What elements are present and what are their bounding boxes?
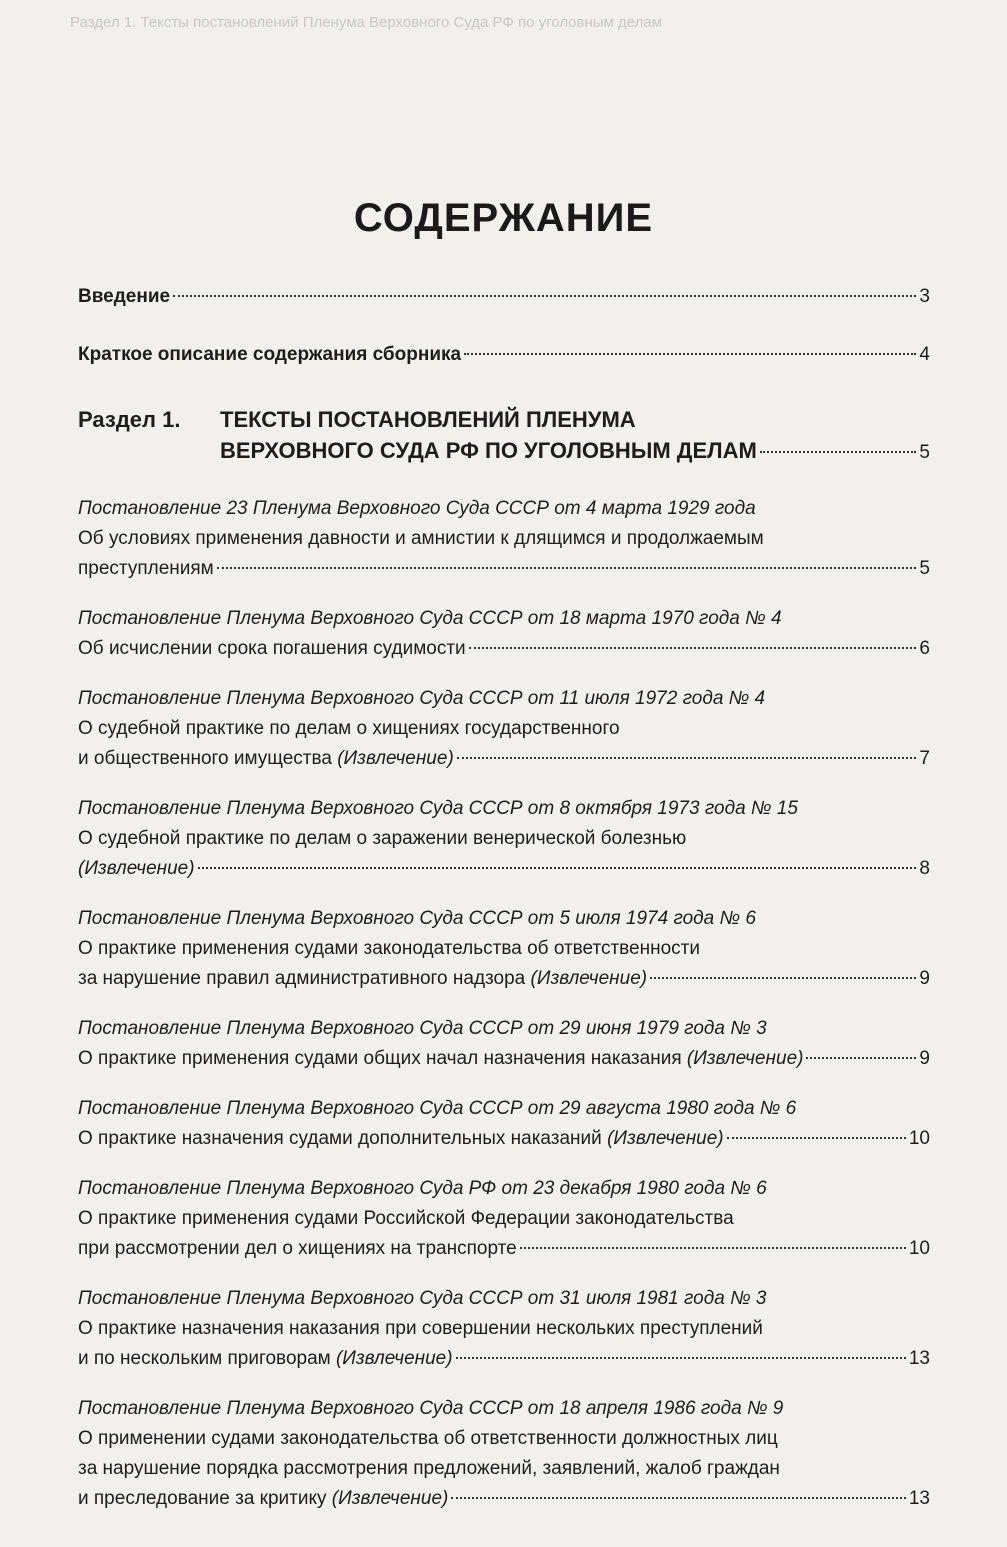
decree-subject-last-line [78,554,214,584]
dot-leader [464,353,916,355]
section-title-line: ВЕРХОВНОГО СУДА РФ ПО УГОЛОВНЫМ ДЕЛАМ [220,438,757,463]
toc-page-number: 9 [919,968,930,989]
toc-page-number: 5 [919,558,930,579]
excerpt-note: (Извлечение) [607,1128,724,1149]
toc-page-number: 5 [919,442,930,463]
decree-subject-text: и преследование за критику [78,1488,332,1509]
toc-page-number: 13 [908,1488,930,1509]
decree-subject-text: преступлениям [78,558,214,579]
toc-entry [78,904,930,994]
toc-page-number: 10 [908,1238,930,1259]
toc-entry-row [78,634,930,664]
excerpt-note: (Извлечение) [530,968,648,989]
toc-entry-row [78,1234,930,1264]
dot-leader [457,757,917,759]
toc-entry-row [78,1344,930,1374]
decree-subject-line: О применении судами законодательства об ответственности должностных лиц [78,1428,778,1449]
dot-leader [451,1497,906,1499]
toc-entry [78,684,930,774]
toc-entry-row [78,1124,930,1154]
decree-title: Постановление Пленума Верховного Суда СССР от 29 августа 1980 года № 6 [78,1098,797,1119]
decree-subject-line: Об условиях применения давности и амнистии к длящимся и продолжаемым [78,528,764,549]
decree-subject-text: при рассмотрении дел о хищениях на транспорте [78,1238,517,1259]
decree-subject-line: О судебной практике по делам о заражении венерической болезнью [78,828,687,849]
toc-page-number: 10 [908,1128,930,1149]
decree-subject-text: О практике применения судами общих начал назначения наказания [78,1048,687,1069]
excerpt-note: (Извлечение) [78,858,195,879]
decree-subject-last-line [78,964,647,994]
decree-subject-text: и общественного имущества [78,748,338,769]
toc-entry [78,1394,930,1514]
toc-entry-label: Краткое описание содержания сборника [78,344,462,365]
decree-title: Постановление Пленума Верховного Суда СССР от 11 июля 1972 года № 4 [78,688,766,709]
toc-page-number: 6 [919,638,930,659]
toc-entries [78,494,930,1514]
decree-subject-text: и по нескольким приговорам [78,1348,336,1369]
decree-subject-line: О практике назначения наказания при совершении нескольких преступлений [78,1318,763,1339]
toc-entry-label: Введение [78,286,171,307]
toc-entry [78,494,930,584]
dot-leader [520,1247,906,1249]
toc-entry-intro [78,282,930,312]
toc-entry [78,1014,930,1074]
toc-page-number: 13 [908,1348,930,1369]
decree-subject-text: за нарушение правил административного надзора [78,968,531,989]
toc-entry [78,1174,930,1264]
decree-title: Постановление Пленума Верховного Суда СССР от 31 июля 1981 года № 3 [78,1288,767,1309]
toc-page-number: 3 [919,286,930,307]
decree-subject-line: О судебной практике по делам о хищениях государственного [78,718,620,739]
toc-entry-row [78,964,930,994]
decree-subject-text: О практике назначения судами дополнительных наказаний [78,1128,608,1149]
toc-entry [78,604,930,664]
dot-leader [217,567,917,569]
decree-title: Постановление Пленума Верховного Суда СССР от 29 июня 1979 года № 3 [78,1018,767,1039]
decree-subject-last-line [78,1344,453,1374]
decree-subject-last-line [78,634,466,664]
toc-entry [78,794,930,884]
decree-subject-line: О практике применения судами Российской Федерации законодательства [78,1208,734,1229]
decree-subject-line: за нарушение порядка рассмотрения предложений, заявлений, жалоб граждан [78,1458,780,1479]
decree-title: Постановление Пленума Верховного Суда СССР от 18 апреля 1986 года № 9 [78,1398,784,1419]
toc-page-number: 4 [919,344,930,365]
toc-page-number: 9 [919,1048,930,1069]
section-title-row [220,435,930,468]
toc-entry [78,1094,930,1154]
decree-title: Постановление Пленума Верховного Суда СССР от 5 июля 1974 года № 6 [78,908,756,929]
toc-entry [78,1284,930,1374]
running-head: Раздел 1. Тексты постановлений Пленума Верховного Суда РФ по уголовным делам [70,14,663,31]
excerpt-note: (Извлечение) [337,748,454,769]
decree-title: Постановление Пленума Верховного Суда СССР от 8 октября 1973 года № 15 [78,798,798,819]
section-title-line: ТЕКСТЫ ПОСТАНОВЛЕНИЙ ПЛЕНУМА [220,407,636,432]
toc-entry-row [78,554,930,584]
dot-leader [650,977,916,979]
toc-entry-row [78,1484,930,1514]
dot-leader [456,1357,906,1359]
page-title: СОДЕРЖАНИЕ [353,196,654,240]
decree-subject-last-line [78,744,454,774]
excerpt-note: (Извлечение) [331,1488,449,1509]
table-of-contents [78,282,930,1514]
decree-title: Постановление Пленума Верховного Суда СССР от 18 марта 1970 года № 4 [78,608,782,629]
decree-subject-text: Об исчислении срока погашения судимости [78,638,466,659]
decree-subject-last-line [78,854,195,884]
dot-leader [198,867,917,869]
decree-subject-last-line [78,1234,517,1264]
excerpt-note: (Извлечение) [335,1348,453,1369]
section-label: Раздел 1. [78,407,181,432]
toc-entry-row [78,744,930,774]
dot-leader [806,1057,916,1059]
dot-leader [469,647,917,649]
decree-title: Постановление Пленума Верховного Суда РФ от 23 декабря 1980 года № 6 [78,1178,767,1199]
section-heading [78,404,930,468]
dot-leader [727,1137,906,1139]
decree-subject-last-line [78,1484,448,1514]
toc-entry-summary [78,340,930,370]
decree-subject-line: О практике применения судами законодательства об ответственности [78,938,700,959]
decree-title: Постановление 23 Пленума Верховного Суда СССР от 4 марта 1929 года [78,498,756,519]
decree-subject-last-line [78,1044,803,1074]
toc-page-number: 7 [919,748,930,769]
toc-page-number: 8 [919,858,930,879]
toc-entry-row [78,854,930,884]
dot-leader [173,295,916,297]
toc-entry-row [78,1044,930,1074]
excerpt-note: (Извлечение) [686,1048,804,1069]
decree-subject-last-line [78,1124,724,1154]
dot-leader [760,451,917,453]
